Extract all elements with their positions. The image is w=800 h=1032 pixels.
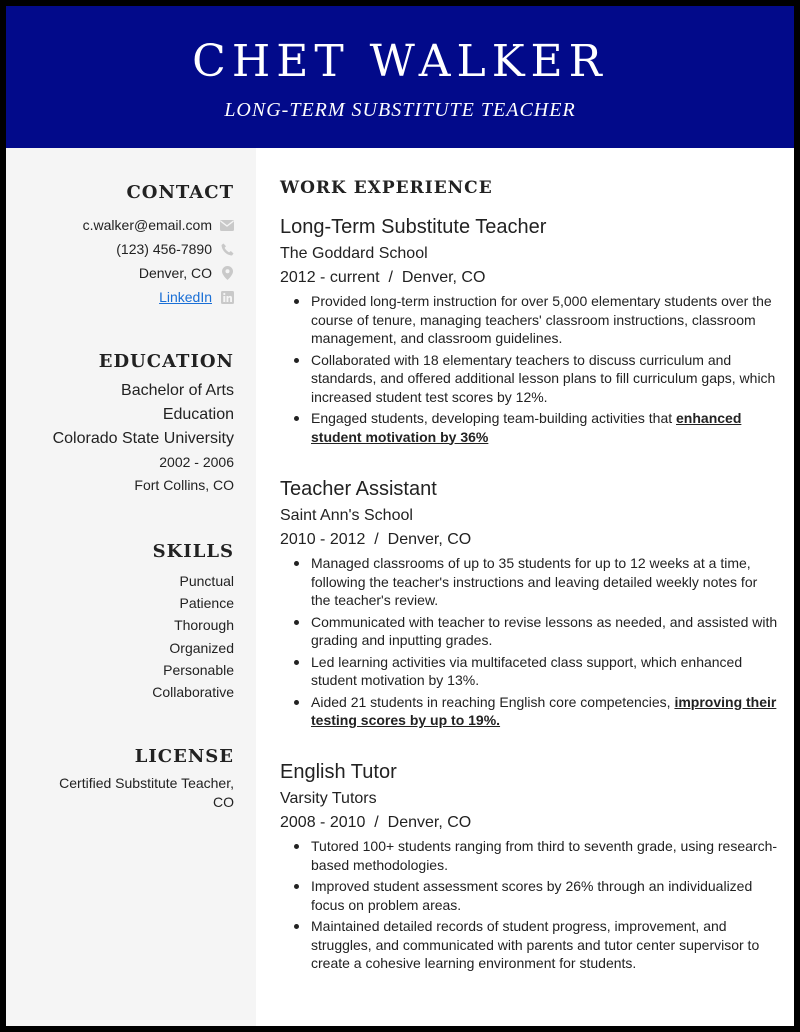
skill-item: Thorough bbox=[174, 617, 234, 634]
job-bullet bbox=[280, 409, 780, 446]
job-bullets bbox=[280, 292, 780, 446]
license-heading: LICENSE bbox=[134, 746, 234, 767]
skill-item: Personable bbox=[163, 661, 234, 678]
education-major: Education bbox=[162, 406, 234, 423]
job-bullet: Tutored 100+ students ranging from third to seventh grade, using research-based methodologies. bbox=[280, 837, 780, 874]
job-title: Long-Term Substitute Teacher bbox=[280, 216, 547, 238]
skill-item: Collaborative bbox=[152, 684, 234, 701]
job-company: Varsity Tutors bbox=[280, 790, 377, 807]
job-title: English Tutor bbox=[280, 761, 397, 783]
job-meta: 2008 - 2010 / Denver, CO bbox=[280, 814, 472, 831]
candidate-name: CHET WALKER bbox=[192, 36, 608, 87]
phone-text: (123) 456-7890 bbox=[116, 241, 212, 257]
job-bullet: Communicated with teacher to revise lessons as needed, and assisted with grading and inputting grades. bbox=[280, 613, 780, 650]
email-text: c.walker@email.com bbox=[82, 217, 212, 233]
job-bullet: Collaborated with 18 elementary teachers to discuss curriculum and standards, and offered additional lesson plans to fill curriculum gaps, which increased student test scores by 12%. bbox=[280, 351, 780, 407]
skill-item: Punctual bbox=[179, 573, 234, 589]
sidebar bbox=[6, 148, 256, 1026]
skills-section bbox=[6, 541, 256, 703]
location-text: Denver, CO bbox=[138, 265, 212, 281]
job-bullets bbox=[280, 554, 780, 730]
skill-item: Patience bbox=[179, 595, 234, 612]
job-bullet: Improved student assessment scores by 26% through an individualized focus on problem areas. bbox=[280, 877, 780, 914]
job-bullet bbox=[280, 693, 780, 730]
contact-email bbox=[6, 213, 234, 237]
contact-phone bbox=[6, 237, 234, 261]
job-company: Saint Ann's School bbox=[280, 507, 413, 524]
job-bullet: Led learning activities via multifaceted class support, which enhanced student motivation by 13%. bbox=[280, 653, 780, 690]
skills-heading: SKILLS bbox=[152, 541, 234, 562]
education-school: Colorado State University bbox=[52, 430, 234, 447]
resume-page bbox=[6, 6, 794, 1026]
bullet-text: Aided 21 students in reaching English core competencies, bbox=[311, 693, 675, 710]
job-entry bbox=[280, 214, 780, 449]
job-meta: 2012 - current / Denver, CO bbox=[280, 269, 486, 286]
education-degree: Bachelor of Arts bbox=[121, 382, 234, 399]
bullet-highlight: improving their testing scores by up to 19%. bbox=[311, 693, 777, 728]
job-bullet: Managed classrooms of up to 35 students for up to 12 weeks at a time, following the teacher's instructions and leaving detailed weekly notes for the teacher's review. bbox=[280, 554, 780, 610]
bullet-text: Engaged students, developing team-building activities that bbox=[311, 410, 677, 426]
linkedin-icon bbox=[220, 290, 234, 304]
job-entry bbox=[280, 476, 780, 733]
contact-heading: CONTACT bbox=[126, 182, 234, 203]
resume-header bbox=[6, 6, 794, 148]
envelope-icon bbox=[220, 218, 234, 232]
education-section bbox=[6, 351, 256, 497]
license-line-1: Certified Substitute Teacher, bbox=[59, 775, 234, 791]
work-experience-heading: WORK EXPERIENCE bbox=[280, 178, 493, 198]
location-pin-icon bbox=[220, 266, 234, 280]
bullet-highlight: enhanced student motivation by 36% bbox=[311, 410, 742, 445]
job-bullet: Maintained detailed records of student progress, improvement, and struggles, and communicated with parents and tutor center supervisor to create a cohesive learning environment for students. bbox=[280, 917, 780, 973]
education-years: 2002 - 2006 bbox=[159, 454, 234, 470]
phone-icon bbox=[220, 242, 234, 256]
job-bullet: Provided long-term instruction for over 5,000 elementary students over the course of tenure, managing teachers' classroom instructions, classroom management, and classroom guidelines. bbox=[280, 292, 780, 348]
job-company: The Goddard School bbox=[280, 245, 428, 262]
license-section bbox=[6, 746, 256, 812]
contact-linkedin bbox=[6, 285, 234, 309]
education-heading: EDUCATION bbox=[98, 351, 234, 372]
job-title: Teacher Assistant bbox=[280, 478, 437, 500]
license-line-2: CO bbox=[213, 794, 234, 810]
linkedin-link[interactable]: LinkedIn bbox=[159, 289, 212, 305]
education-location: Fort Collins, CO bbox=[134, 477, 234, 493]
job-meta: 2010 - 2012 / Denver, CO bbox=[280, 531, 472, 548]
skill-item: Organized bbox=[169, 639, 234, 656]
contact-section bbox=[6, 182, 256, 309]
contact-location bbox=[6, 261, 234, 285]
candidate-role: LONG-TERM SUBSTITUTE TEACHER bbox=[224, 99, 576, 121]
job-entry bbox=[280, 759, 780, 976]
job-bullets bbox=[280, 837, 780, 973]
